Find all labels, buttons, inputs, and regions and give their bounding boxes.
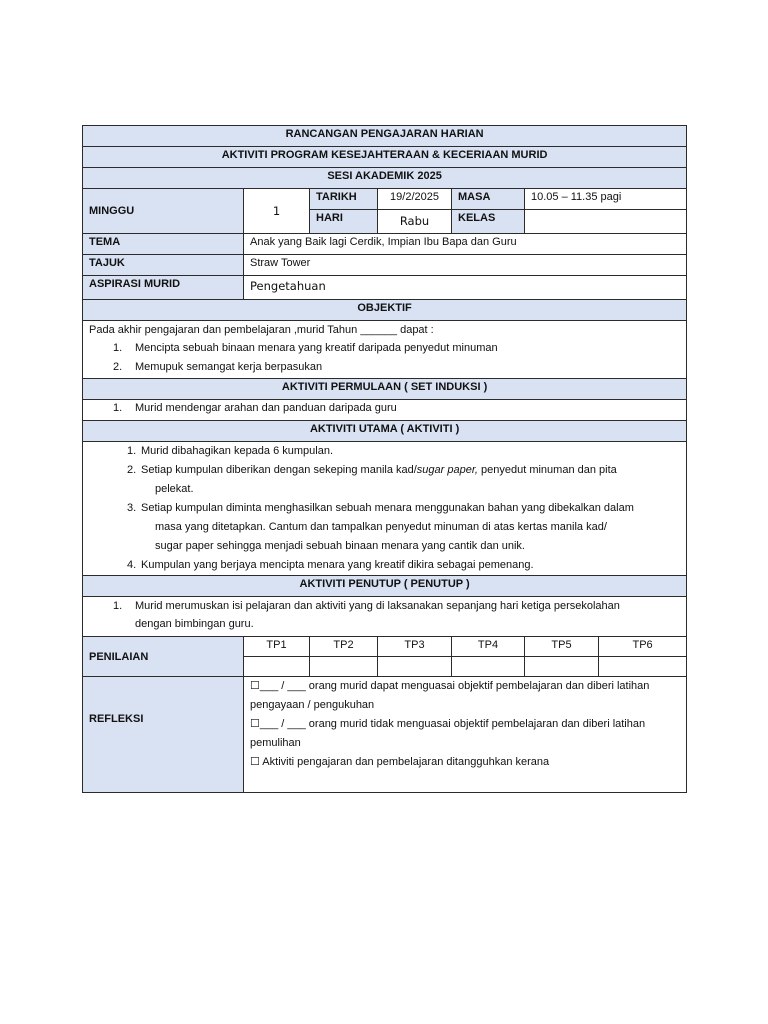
tarikh-label: TARIKH [310, 189, 378, 210]
utama-item-cont: pelekat. [155, 483, 194, 495]
tp-cell [310, 657, 378, 677]
objektif-item: 2. Memupuk semangat kerja berpasukan [113, 361, 323, 373]
tp-header: TP4 [452, 637, 525, 657]
minggu-label: MINGGU [83, 189, 244, 234]
lesson-plan-table [82, 125, 687, 793]
penutup-item-cont: dengan bimbingan guru. [135, 618, 254, 630]
kelas-label: KELAS [452, 210, 525, 234]
refleksi-content [244, 677, 687, 793]
utama-item-cont: sugar paper sehingga menjadi sebuah binaan menara yang cantik dan unik. [155, 540, 525, 552]
minggu-value: 1 [244, 189, 310, 234]
objektif-heading: OBJEKTIF [83, 300, 687, 321]
tp-header: TP3 [378, 637, 452, 657]
penutup-item: 1. Murid merumuskan isi pelajaran dan aktiviti yang di laksanakan sepanjang hari ketiga persekolahan [113, 600, 620, 612]
utama-heading: AKTIVITI UTAMA ( AKTIVITI ) [83, 421, 687, 442]
penilaian-label: PENILAIAN [83, 637, 244, 677]
tp-cell [378, 657, 452, 677]
tp-header: TP5 [525, 637, 599, 657]
permulaan-item: 1. Murid mendengar arahan dan panduan daripada guru [113, 402, 397, 414]
masa-value: 10.05 – 11.35 pagi [525, 189, 687, 210]
session-title: SESI AKADEMIK 2025 [83, 168, 687, 189]
kelas-value [525, 210, 687, 234]
utama-item-cont: masa yang ditetapkan. Cantum dan tampalkan penyedut minuman di atas kertas manila kad/ [155, 521, 607, 533]
aspirasi-label: ASPIRASI MURID [83, 276, 244, 300]
tema-value: Anak yang Baik lagi Cerdik, Impian Ibu Bapa dan Guru [244, 234, 687, 255]
penutup-heading: AKTIVITI PENUTUP ( PENUTUP ) [83, 576, 687, 597]
refleksi-label: REFLEKSI [83, 677, 244, 793]
refleksi-line: pemulihan [250, 737, 301, 749]
permulaan-content [83, 400, 687, 421]
objektif-content [83, 321, 687, 379]
permulaan-heading: AKTIVITI PERMULAAN ( SET INDUKSI ) [83, 379, 687, 400]
utama-item: 3. Setiap kumpulan diminta menghasilkan sebuah menara menggunakan bahan yang dibekalkan dalam [127, 502, 634, 514]
utama-content [83, 442, 687, 576]
tp-header: TP2 [310, 637, 378, 657]
utama-item: 2. Setiap kumpulan diberikan dengan sekeping manila kad/sugar paper, penyedut minuman dan pita [127, 464, 617, 476]
tp-header: TP6 [599, 637, 687, 657]
plan-title: RANCANGAN PENGAJARAN HARIAN [83, 126, 687, 147]
objektif-item: 1. Mencipta sebuah binaan menara yang kreatif daripada penyedut minuman [113, 342, 498, 354]
tarikh-value: 19/2/2025 [378, 189, 452, 210]
refleksi-line: ☐___ / ___ orang murid tidak menguasai objektif pembelajaran dan diberi latihan [250, 718, 646, 730]
tema-label: TEMA [83, 234, 244, 255]
refleksi-line: ☐___ / ___ orang murid dapat menguasai objektif pembelajaran dan diberi latihan [250, 680, 650, 692]
tajuk-label: TAJUK [83, 255, 244, 276]
refleksi-line: ☐ Aktiviti pengajaran dan pembelajaran ditangguhkan kerana [250, 756, 550, 768]
aspirasi-value: Pengetahuan [244, 276, 687, 300]
utama-item: 1. Murid dibahagikan kepada 6 kumpulan. [127, 445, 334, 457]
tajuk-value: Straw Tower [244, 255, 687, 276]
refleksi-line: pengayaan / pengukuhan [250, 699, 375, 711]
tp-cell [452, 657, 525, 677]
penutup-content [83, 597, 687, 637]
program-title: AKTIVITI PROGRAM KESEJAHTERAAN & KECERIAAN MURID [83, 147, 687, 168]
masa-label: MASA [452, 189, 525, 210]
tp-cell [244, 657, 310, 677]
objektif-intro: Pada akhir pengajaran dan pembelajaran ,murid Tahun ______ dapat : [89, 324, 434, 336]
tp-header: TP1 [244, 637, 310, 657]
tp-cell [599, 657, 687, 677]
utama-item: 4. Kumpulan yang berjaya mencipta menara yang kreatif dikira sebagai pemenang. [127, 559, 534, 571]
tp-cell [525, 657, 599, 677]
hari-value: Rabu [378, 210, 452, 234]
hari-label: HARI [310, 210, 378, 234]
